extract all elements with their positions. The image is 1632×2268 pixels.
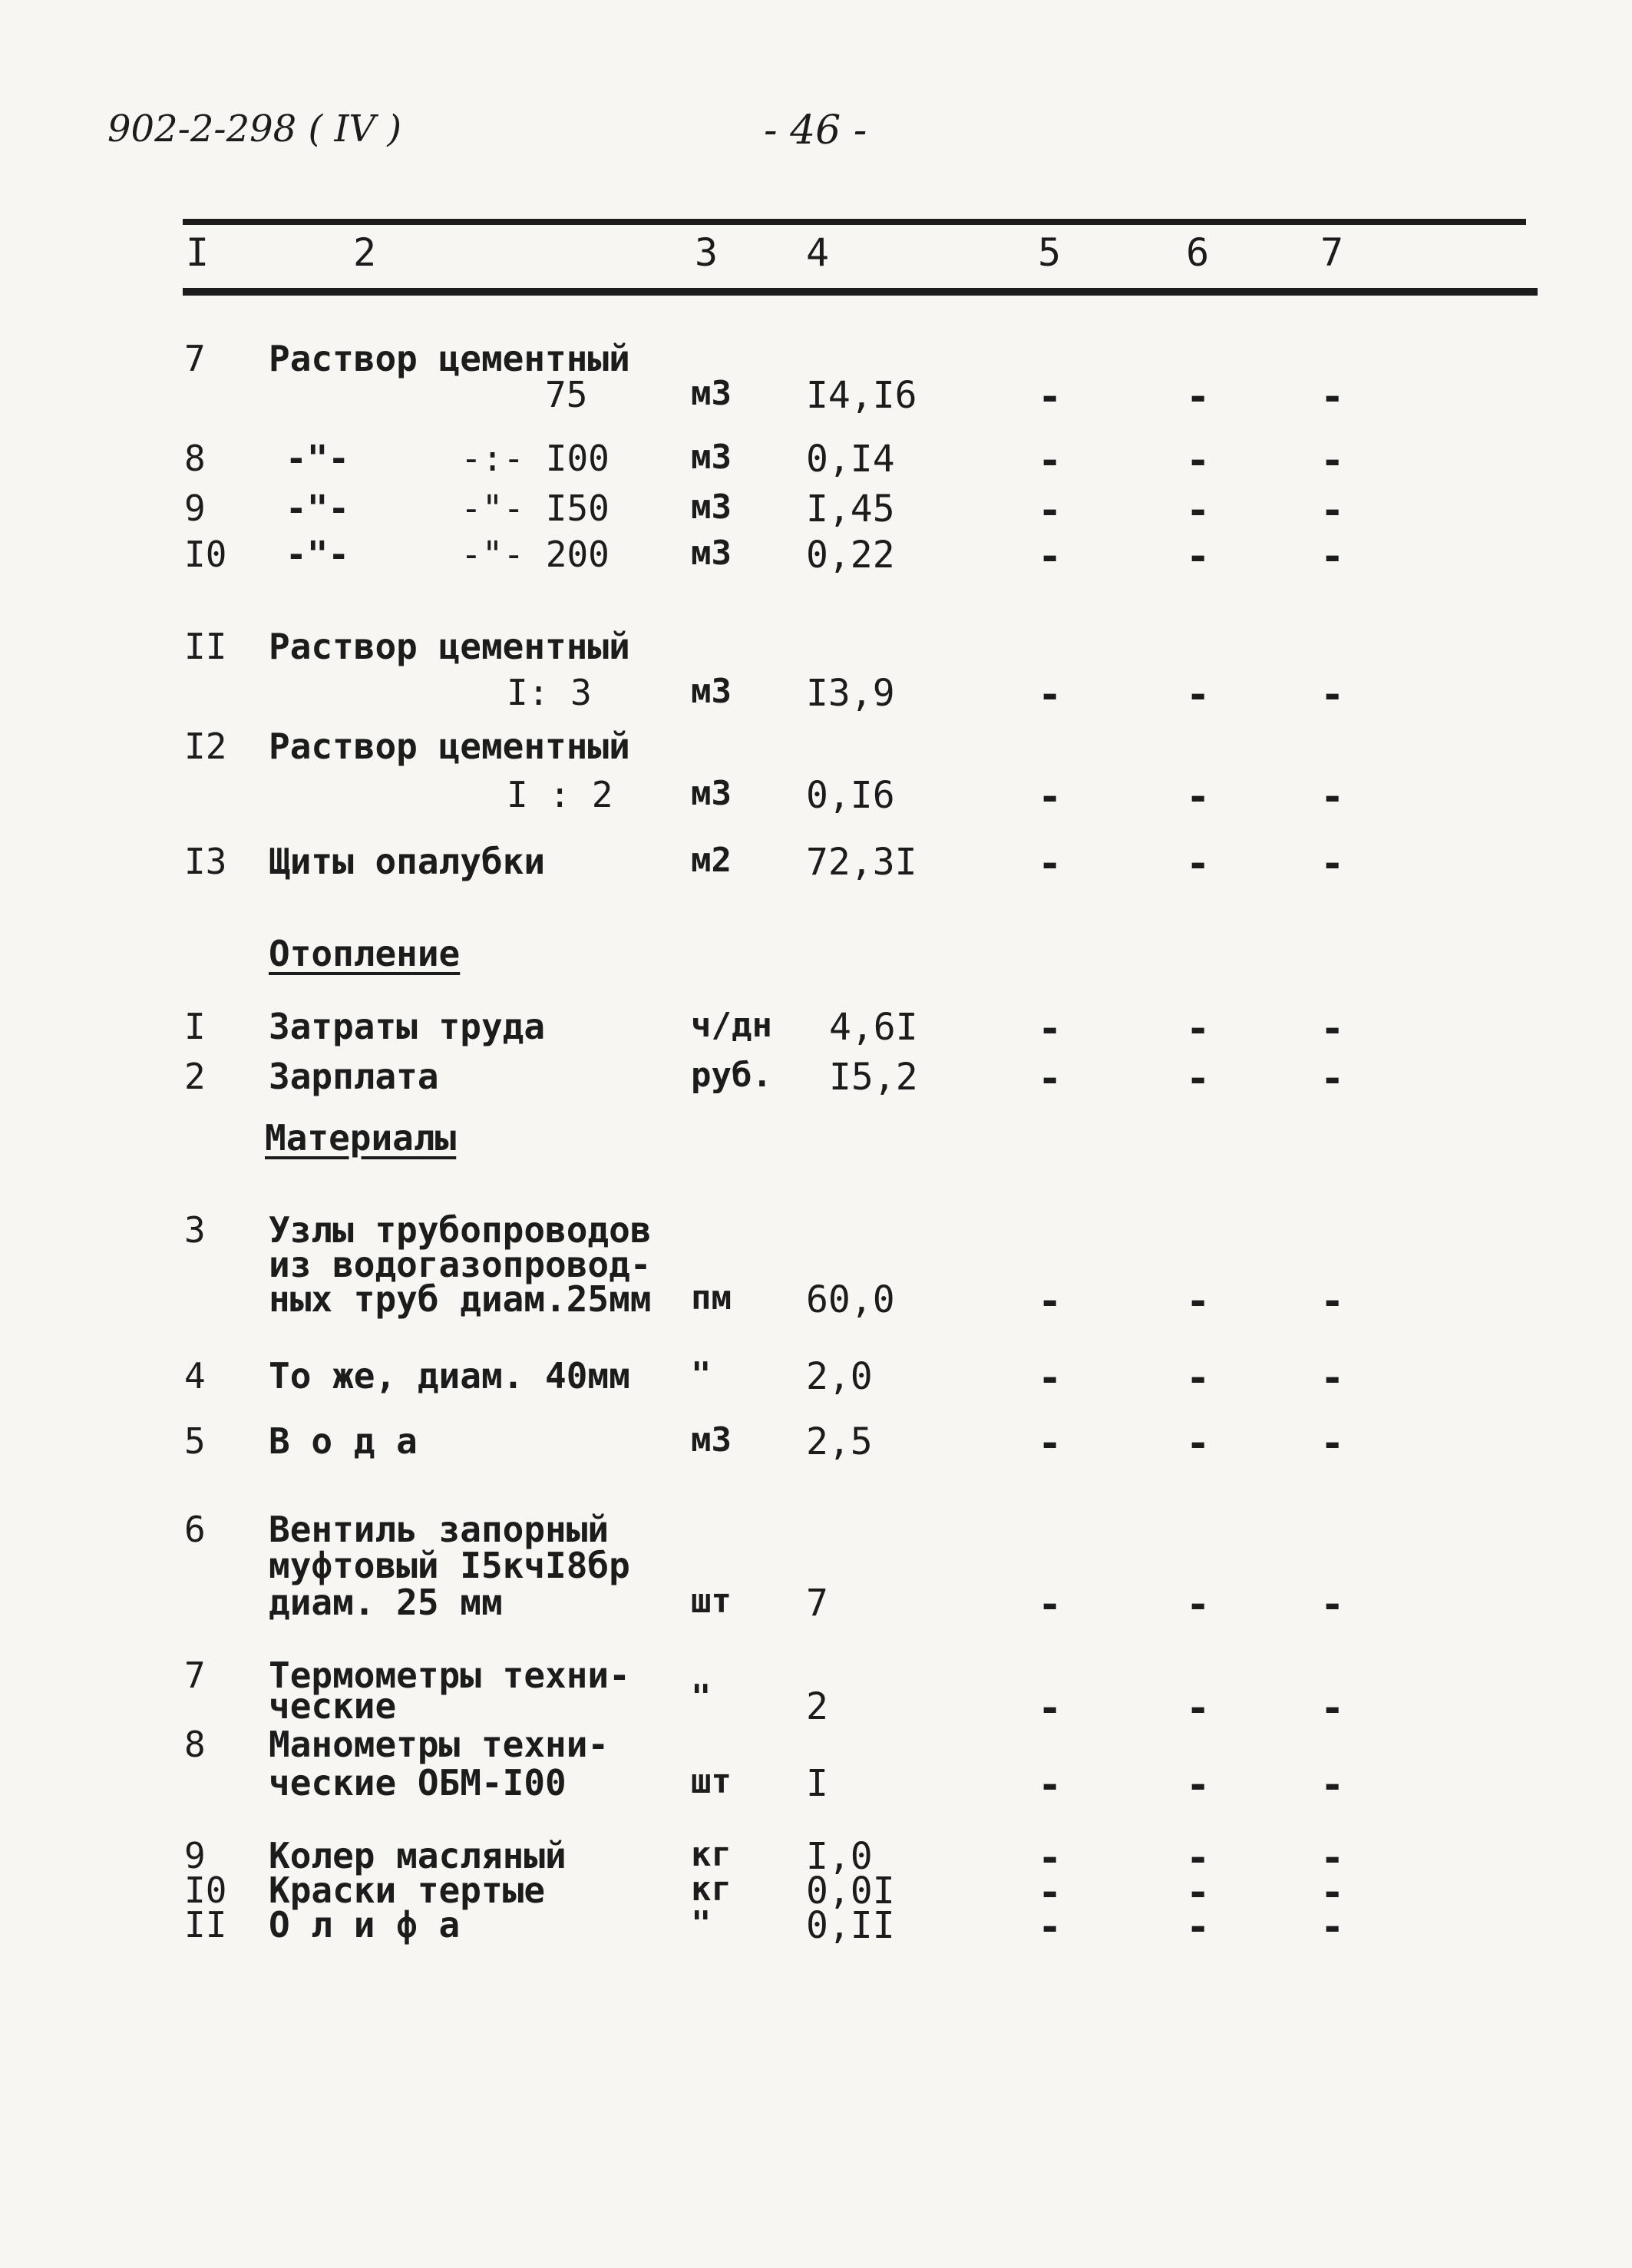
row-unit: " [691,1678,712,1717]
col5-dash: - [1038,374,1062,420]
row-unit: шт [691,1582,732,1621]
col7-dash: - [1320,1685,1345,1731]
row-number: 8 [184,438,206,479]
row-qty: 2 [806,1685,828,1728]
row-number: 9 [184,488,206,529]
col7-dash: - [1320,1835,1345,1881]
col6-dash: - [1186,1278,1211,1324]
row-name-grade: -:- I00 [461,438,610,479]
row-unit: пм [691,1278,732,1317]
row-name-line-2: из водогазопровод- [269,1244,652,1285]
row-qty: I,0 [806,1835,873,1878]
col-header-4: 4 [806,230,830,275]
document-code: 902-2-298 ( IV ) [107,107,402,150]
row-number: 3 [184,1209,206,1251]
row-number: I3 [184,841,227,882]
col5-dash: - [1038,1278,1062,1324]
row-name-line-1: Вентиль запорный [269,1509,610,1550]
row-unit: ч/дн [691,1006,772,1045]
col7-dash: - [1320,1582,1345,1628]
row-number: I0 [184,1870,227,1911]
row-qty: 0,I4 [806,438,895,481]
col7-dash: - [1320,438,1345,484]
col-header-1: I [186,230,210,275]
col6-dash: - [1186,374,1211,420]
col7-dash: - [1320,1355,1345,1401]
col7-dash: - [1320,374,1345,420]
row-number: 7 [184,1655,206,1696]
col6-dash: - [1186,774,1211,820]
col5-dash: - [1038,438,1062,484]
row-qty: I3,9 [806,672,895,715]
row-number: 9 [184,1835,206,1876]
col5-dash: - [1038,488,1062,534]
col6-dash: - [1186,1056,1211,1102]
row-name-line-3: диам. 25 мм [269,1582,503,1623]
row-number: 4 [184,1355,206,1397]
table-top-rule [183,219,1526,225]
row-qty: I4,I6 [806,374,917,417]
col7-dash: - [1320,1420,1345,1466]
row-name: Раствор цементный [269,726,630,767]
row-name-line-2: ческие [269,1685,397,1727]
row-name-line-1: Узлы трубопроводов [269,1209,652,1251]
row-unit: м3 [691,488,732,527]
row-qty: I,45 [806,488,895,531]
row-name-line-1: Термометры техни- [269,1655,630,1696]
col7-dash: - [1320,672,1345,718]
row-qty: 2,5 [806,1420,873,1463]
row-unit: м3 [691,534,732,573]
row-unit: м3 [691,774,732,813]
row-unit: м3 [691,1420,732,1460]
row-unit: кг [691,1870,732,1909]
row-name-line-2: ческие ОБМ-I00 [269,1762,567,1803]
row-qty: 0,I6 [806,774,895,817]
row-number: 5 [184,1420,206,1462]
row-qty: I [806,1762,828,1805]
row-unit: шт [691,1762,732,1801]
page-number: - 46 - [764,107,867,154]
col-header-2: 2 [353,230,377,275]
col6-dash: - [1186,438,1211,484]
col-header-6: 6 [1186,230,1210,275]
row-name-line-3: ных труб диам.25мм [269,1278,652,1320]
col6-dash: - [1186,1762,1211,1808]
col5-dash: - [1038,1904,1062,1950]
col7-dash: - [1320,488,1345,534]
row-unit: " [691,1904,712,1943]
row-name-line-1: Манометры техни- [269,1724,610,1765]
col5-dash: - [1038,1685,1062,1731]
row-unit: руб. [691,1056,772,1095]
col7-dash: - [1320,1762,1345,1808]
col5-dash: - [1038,1056,1062,1102]
col7-dash: - [1320,1278,1345,1324]
col5-dash: - [1038,1006,1062,1052]
row-number: II [184,626,227,667]
row-number: 8 [184,1724,206,1765]
row-number: I2 [184,726,227,767]
row-name-ratio: I: 3 [507,672,592,713]
row-name: -"- [286,534,350,575]
section-heading-heating: Отопление [269,933,461,974]
row-unit: м3 [691,374,732,413]
col-header-7: 7 [1320,230,1344,275]
row-name: Щиты опалубки [269,841,546,882]
col7-dash: - [1320,841,1345,887]
row-unit: м2 [691,841,732,880]
col6-dash: - [1186,1870,1211,1916]
col6-dash: - [1186,1006,1211,1052]
row-qty: 0,II [806,1904,895,1947]
col6-dash: - [1186,1355,1211,1401]
col5-dash: - [1038,1420,1062,1466]
row-name-grade: 75 [545,374,588,415]
row-unit: м3 [691,438,732,477]
col5-dash: - [1038,534,1062,580]
row-qty: 72,3I [806,841,917,884]
col5-dash: - [1038,1582,1062,1628]
row-name-line-2: муфтовый I5кчI8бр [269,1545,630,1586]
col6-dash: - [1186,1685,1211,1731]
row-name-grade: -"- I50 [461,488,610,529]
col-header-3: 3 [695,230,719,275]
row-name: Краски тертые [269,1870,546,1911]
col5-dash: - [1038,1835,1062,1881]
row-number: I0 [184,534,227,575]
row-name: Зарплата [269,1056,439,1097]
col5-dash: - [1038,1870,1062,1916]
row-qty: 0,0I [806,1870,895,1913]
col-header-5: 5 [1038,230,1062,275]
row-name: Колер масляный [269,1835,567,1876]
row-qty: I5,2 [829,1056,918,1099]
col5-dash: - [1038,774,1062,820]
row-number: II [184,1904,227,1946]
row-unit: " [691,1355,712,1394]
col5-dash: - [1038,672,1062,718]
row-number: I [184,1006,206,1047]
col7-dash: - [1320,1056,1345,1102]
row-unit: м3 [691,672,732,711]
col6-dash: - [1186,672,1211,718]
row-name: Раствор цементный [269,338,630,379]
col6-dash: - [1186,1835,1211,1881]
row-number: 2 [184,1056,206,1097]
row-name-ratio: I : 2 [507,774,613,815]
row-name: В о д а [269,1420,418,1462]
col7-dash: - [1320,1904,1345,1950]
section-heading-materials: Материалы [265,1117,457,1159]
row-name: То же, диам. 40мм [269,1355,630,1397]
row-number: 6 [184,1509,206,1550]
col5-dash: - [1038,841,1062,887]
col7-dash: - [1320,534,1345,580]
col6-dash: - [1186,1582,1211,1628]
row-name: -"- [286,438,350,479]
col6-dash: - [1186,1904,1211,1950]
col5-dash: - [1038,1762,1062,1808]
row-name: О л и ф а [269,1904,461,1946]
col6-dash: - [1186,488,1211,534]
col6-dash: - [1186,841,1211,887]
row-qty: 2,0 [806,1355,873,1398]
row-name-grade: -"- 200 [461,534,610,575]
row-qty: 60,0 [806,1278,895,1321]
row-qty: 4,6I [829,1006,918,1049]
col7-dash: - [1320,1006,1345,1052]
row-qty: 7 [806,1582,828,1625]
row-name: Раствор цементный [269,626,630,667]
col6-dash: - [1186,534,1211,580]
row-qty: 0,22 [806,534,895,577]
col5-dash: - [1038,1355,1062,1401]
table-header-rule [183,288,1538,296]
col6-dash: - [1186,1420,1211,1466]
col7-dash: - [1320,774,1345,820]
row-name: -"- [286,488,350,529]
col7-dash: - [1320,1870,1345,1916]
row-number: 7 [184,338,206,379]
row-name: Затраты труда [269,1006,546,1047]
row-unit: кг [691,1835,732,1874]
